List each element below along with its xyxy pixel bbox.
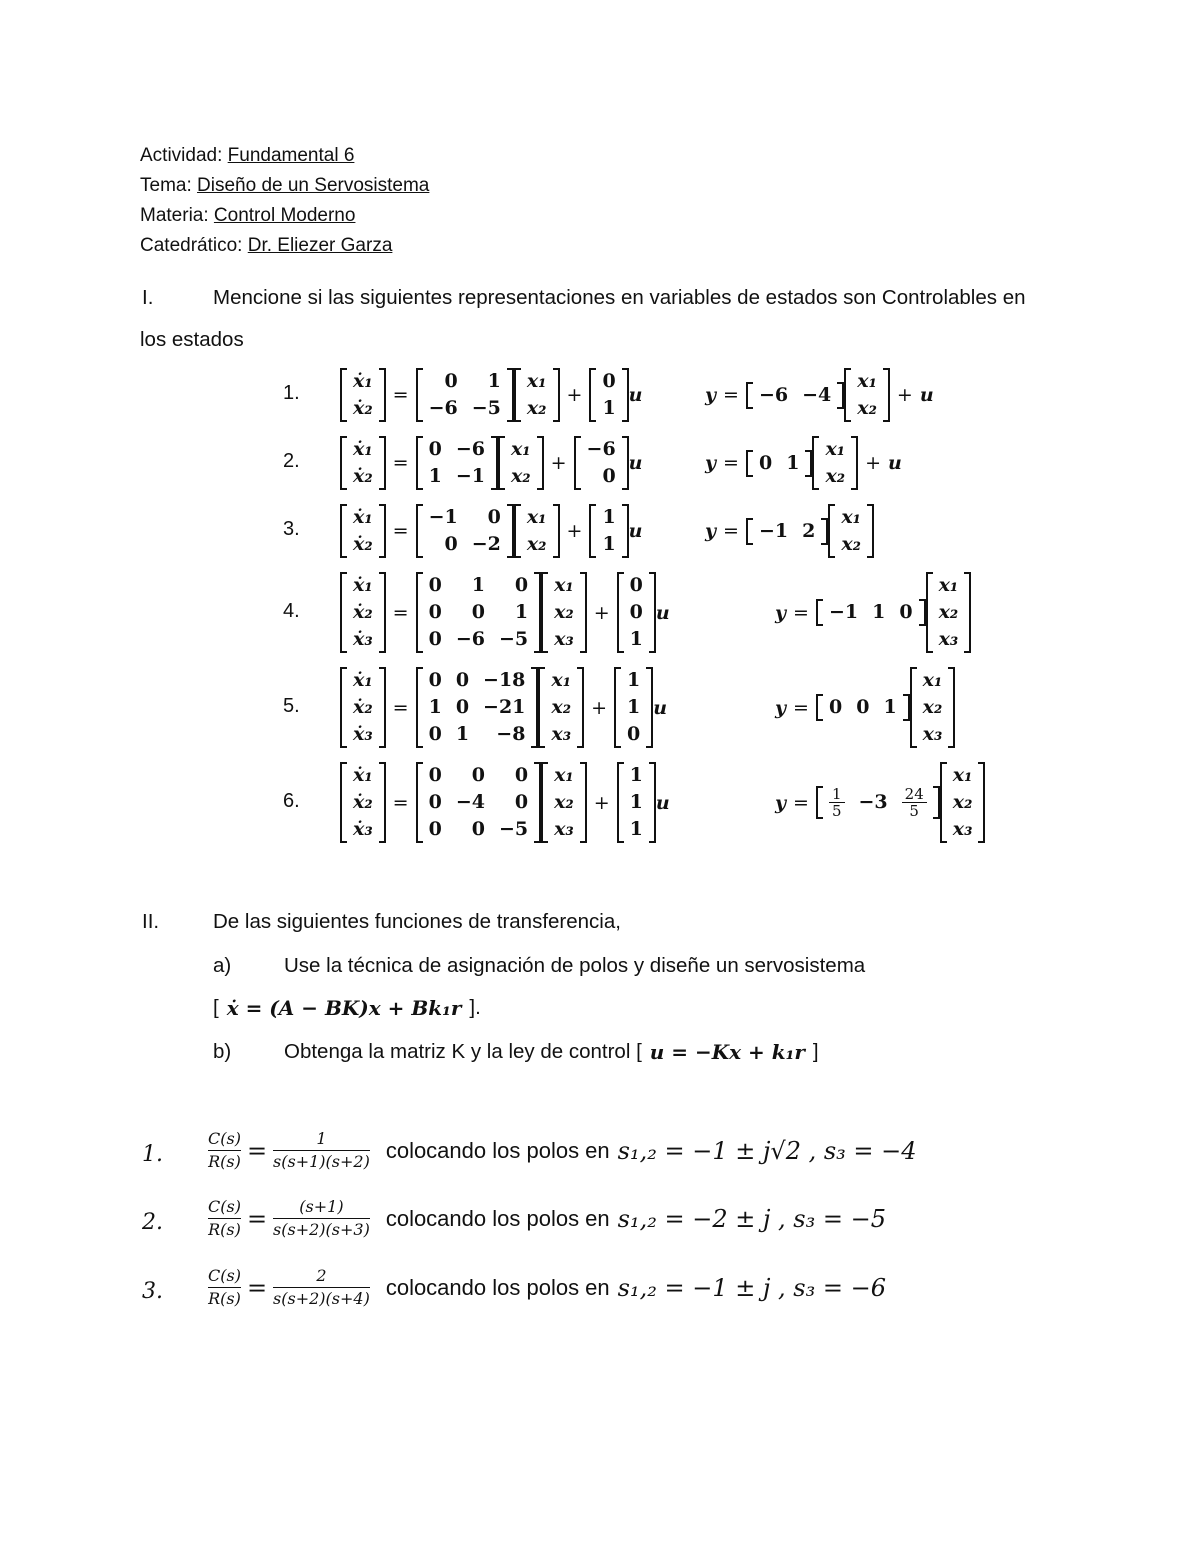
matrix-B <box>589 504 628 558</box>
matrix-A-cell: 0 <box>471 818 485 840</box>
matrix-C-cell: 0 <box>899 601 913 623</box>
matrix-C-cell: −3 <box>858 791 888 813</box>
matrix-A-cell: −5 <box>498 628 529 650</box>
state-vector-cell: x₂ <box>952 791 973 813</box>
tf-lhs-num: C(s) <box>208 1196 241 1219</box>
matrix-C-cell: 0 <box>856 696 870 718</box>
matrix-A-cell: −2 <box>471 533 501 555</box>
section1-text-line1: Mencione si las siguientes representaciones en variables de estados son Controlables en <box>213 286 1026 309</box>
item-a-text: Use la técnica de asignación de polos y diseñe un servosistema <box>284 954 866 977</box>
state-vector-cell: x₂ <box>841 533 861 555</box>
header-materia <box>140 205 355 227</box>
matrix-A-cell: −18 <box>483 669 526 691</box>
system-label: 6. <box>283 789 300 812</box>
state-vector-cell: x₂ <box>938 601 959 623</box>
matrix-C-cell: −6 <box>758 383 789 406</box>
matrix-A-cell: 0 <box>444 533 458 555</box>
equals-sign: = <box>723 520 739 542</box>
state-derivative-vector-cell: ẋ₁ <box>353 370 373 392</box>
servo-equation: ẋ = (A − BK)x + Bk₁r <box>226 996 462 1020</box>
matrix-A-cell: −5 <box>498 818 529 840</box>
state-equation <box>340 436 643 490</box>
equals-sign: = <box>392 384 409 406</box>
equals-sign: = <box>723 452 739 474</box>
state-equation <box>340 572 670 653</box>
tf-lhs-num: C(s) <box>208 1128 241 1151</box>
input-u: u <box>628 384 643 406</box>
tf-label: 2. <box>142 1210 163 1235</box>
state-derivative-vector-cell: ẋ₃ <box>353 628 373 650</box>
tf-numerator: 2 <box>273 1265 370 1288</box>
state-derivative-vector-cell: ẋ₂ <box>353 791 373 813</box>
control-law-equation: u = −Kx + k₁r <box>649 1040 805 1064</box>
plus-sign: + <box>566 520 583 542</box>
tf-lhs-den: R(s) <box>208 1289 241 1308</box>
state-vector <box>812 436 858 490</box>
state-derivative-vector-cell: ẋ₂ <box>353 696 373 718</box>
equals-sign: = <box>392 520 409 542</box>
system-label: 2. <box>283 450 300 472</box>
transfer-function <box>208 1265 886 1310</box>
item-b-label: b) <box>213 1040 232 1063</box>
tf-rhs <box>273 1128 370 1173</box>
matrix-B-cell: 1 <box>629 628 643 650</box>
state-vector <box>498 436 544 490</box>
output-equation <box>775 667 955 748</box>
equals-sign: = <box>392 452 409 474</box>
tf-denominator: s(s+1)(s+2) <box>273 1152 370 1171</box>
materia-label: Materia: <box>140 205 209 226</box>
plus-sign: + <box>865 452 882 474</box>
output-y: y <box>705 452 717 474</box>
tf-text: colocando los polos en <box>385 1205 610 1231</box>
plus-sign: + <box>896 384 913 406</box>
plus-sign: + <box>593 791 610 814</box>
plus-sign: + <box>591 696 607 719</box>
matrix-B-cell: 1 <box>627 669 641 691</box>
output-y: y <box>705 520 717 542</box>
state-vector-cell: x₂ <box>857 397 877 419</box>
matrix-A-cell: 0 <box>428 723 442 745</box>
plus-sign: + <box>593 601 610 624</box>
matrix-A-cell: −5 <box>471 397 501 419</box>
catedratico-value: Dr. Eliezer Garza <box>247 235 393 256</box>
state-vector-cell: x₂ <box>554 601 574 623</box>
system-label: 5. <box>283 694 300 717</box>
matrix-A-cell: 0 <box>444 370 458 392</box>
matrix-B <box>574 436 629 490</box>
state-vector-cell: x₃ <box>922 723 943 745</box>
state-derivative-vector-cell: ẋ₂ <box>353 533 373 555</box>
tf-rhs <box>273 1265 370 1310</box>
matrix-A <box>416 368 514 422</box>
tf-text: colocando los polos en <box>385 1137 610 1163</box>
matrix-A-cell: 0 <box>428 438 442 460</box>
state-equation <box>340 667 667 748</box>
fraction <box>902 786 927 819</box>
state-derivative-vector <box>340 762 386 843</box>
matrix-B-cell: −6 <box>586 438 616 460</box>
state-derivative-vector-cell: ẋ₁ <box>353 574 373 596</box>
matrix-A-cell: −1 <box>455 465 485 487</box>
state-derivative-vector-cell: ẋ₂ <box>353 601 373 623</box>
matrix-A-cell: 0 <box>455 669 470 691</box>
output-y: y <box>775 601 787 624</box>
state-vector-cell: x₃ <box>952 818 973 840</box>
section2-intro: De las siguientes funciones de transferencia, <box>213 910 621 933</box>
matrix-A-cell: 0 <box>428 669 442 691</box>
transfer-function <box>208 1128 917 1173</box>
state-vector-cell: x₁ <box>825 438 846 460</box>
equals-sign: = <box>246 1273 268 1302</box>
matrix-A-cell: −6 <box>455 438 485 460</box>
item-a-equation-line <box>213 996 481 1020</box>
state-derivative-vector <box>340 368 386 422</box>
plus-sign: + <box>550 452 567 474</box>
matrix-B-cell: 0 <box>629 574 643 596</box>
tf-denominator: s(s+2)(s+3) <box>273 1220 370 1239</box>
matrix-C <box>816 694 910 721</box>
output-equation <box>705 504 874 558</box>
matrix-B-cell: 1 <box>602 533 616 555</box>
equals-sign: = <box>392 696 409 719</box>
matrix-A-cell: 0 <box>428 628 442 650</box>
matrix-C-cell: 1 <box>786 451 800 474</box>
state-vector <box>541 762 587 843</box>
item-a-open-bracket: [ <box>213 996 219 1019</box>
state-vector-cell: x₂ <box>922 696 943 718</box>
input-u: u <box>653 696 668 719</box>
equals-sign: = <box>246 1136 268 1165</box>
input-u: u <box>628 520 643 542</box>
transfer-function <box>208 1196 886 1241</box>
tf-lhs-den: R(s) <box>208 1220 241 1239</box>
equals-sign: = <box>246 1204 268 1233</box>
matrix-A-cell: 1 <box>428 465 442 487</box>
state-derivative-vector <box>340 436 386 490</box>
matrix-C-cell: 1 <box>872 601 886 623</box>
state-derivative-vector-cell: ẋ₁ <box>353 764 373 786</box>
section2-numeral: II. <box>142 910 160 933</box>
catedratico-label: Catedrático: <box>140 235 243 256</box>
feedthrough-term: u <box>888 452 902 474</box>
materia-value: Control Moderno <box>213 205 356 226</box>
matrix-B <box>617 572 656 653</box>
equals-sign: = <box>392 791 409 814</box>
state-derivative-vector <box>340 572 386 653</box>
state-derivative-vector-cell: ẋ₁ <box>353 669 373 691</box>
tema-label: Tema: <box>140 175 192 196</box>
state-vector-cell: x₁ <box>938 574 959 596</box>
matrix-A-cell: 0 <box>514 764 529 786</box>
item-b-line <box>284 1040 819 1064</box>
output-equation <box>705 368 934 422</box>
matrix-C <box>816 599 926 626</box>
matrix-B-cell: 0 <box>627 723 641 745</box>
matrix-A-cell: 0 <box>428 601 442 623</box>
state-vector-cell: x₁ <box>922 669 943 691</box>
matrix-A-cell: 0 <box>428 574 442 596</box>
output-equation <box>705 436 902 490</box>
section1-text-line2: los estados <box>140 328 244 351</box>
fraction-den: 5 <box>831 802 842 820</box>
matrix-A-cell: 0 <box>471 601 485 623</box>
matrix-A-cell: −6 <box>428 397 458 419</box>
output-equation <box>775 572 971 653</box>
matrix-A-cell: −21 <box>483 696 526 718</box>
matrix-A-cell: −8 <box>496 723 526 745</box>
tf-lhs <box>208 1196 241 1241</box>
matrix-A-cell: 1 <box>514 601 529 623</box>
matrix-C <box>746 518 828 545</box>
actividad-value: Fundamental 6 <box>227 145 355 166</box>
state-vector-cell: x₁ <box>952 764 973 786</box>
matrix-A-cell: 0 <box>428 818 442 840</box>
matrix-B-cell: 1 <box>602 397 616 419</box>
item-a-close-bracket: ]. <box>469 996 481 1019</box>
tf-lhs-num: C(s) <box>208 1265 241 1288</box>
fraction <box>829 786 845 819</box>
state-vector-cell: x₂ <box>526 533 547 555</box>
matrix-B-cell: 1 <box>629 818 643 840</box>
equals-sign: = <box>793 791 809 814</box>
state-vector-cell: x₂ <box>526 397 547 419</box>
state-vector-cell: x₃ <box>554 818 574 840</box>
state-vector <box>514 368 560 422</box>
tf-label: 1. <box>142 1142 163 1167</box>
state-vector-cell: x₁ <box>510 438 531 460</box>
matrix-C-cell: −4 <box>802 383 832 406</box>
matrix-C-cell: 0 <box>758 451 773 474</box>
matrix-B-cell: 0 <box>629 601 643 623</box>
matrix-A <box>416 504 514 558</box>
matrix-A-cell: 1 <box>471 574 485 596</box>
tf-rhs <box>273 1196 370 1241</box>
matrix-C-cell <box>822 786 852 819</box>
state-derivative-vector <box>340 504 386 558</box>
system-label: 3. <box>283 518 300 540</box>
matrix-C-cell: 2 <box>802 519 816 542</box>
state-vector-cell: x₁ <box>554 574 574 596</box>
input-u: u <box>628 452 643 474</box>
matrix-B-cell: 1 <box>629 791 643 813</box>
state-vector-cell: x₁ <box>551 669 572 691</box>
matrix-A <box>416 572 542 653</box>
state-vector <box>541 572 587 653</box>
state-vector-cell: x₂ <box>551 696 572 718</box>
matrix-B <box>614 667 653 748</box>
state-derivative-vector-cell: ẋ₃ <box>353 818 373 840</box>
state-vector-cell: x₁ <box>526 370 547 392</box>
tema-value: Diseño de un Servosistema <box>197 175 430 196</box>
state-vector <box>926 572 972 653</box>
feedthrough-term: u <box>919 384 934 406</box>
state-vector <box>910 667 956 748</box>
matrix-C <box>816 786 940 819</box>
matrix-A <box>416 436 498 490</box>
matrix-A-cell: 1 <box>455 723 470 745</box>
matrix-A-cell: 0 <box>487 506 501 528</box>
matrix-B <box>617 762 656 843</box>
tf-numerator: (s+1) <box>273 1196 370 1219</box>
matrix-C-cell: −1 <box>828 601 859 623</box>
matrix-A <box>416 667 539 748</box>
matrix-A-cell: 0 <box>514 574 529 596</box>
matrix-B-cell: 0 <box>602 465 616 487</box>
matrix-A-cell: 0 <box>428 791 442 813</box>
state-vector-cell: x₁ <box>526 506 547 528</box>
matrix-B-cell: 1 <box>627 696 641 718</box>
output-y: y <box>705 384 717 406</box>
tf-denominator: s(s+2)(s+4) <box>273 1289 370 1308</box>
matrix-A-cell: 1 <box>487 370 501 392</box>
state-vector-cell: x₂ <box>554 791 574 813</box>
state-vector <box>514 504 560 558</box>
item-b-close-bracket: ] <box>812 1040 819 1063</box>
input-u: u <box>655 601 670 624</box>
matrix-B-cell: 1 <box>602 506 616 528</box>
state-vector <box>940 762 986 843</box>
state-vector <box>828 504 874 558</box>
matrix-A-cell: 1 <box>428 696 442 718</box>
matrix-B-cell: 0 <box>602 370 616 392</box>
tf-numerator: 1 <box>273 1128 370 1151</box>
matrix-A-cell: 0 <box>428 764 442 786</box>
state-vector-cell: x₁ <box>857 370 877 392</box>
state-derivative-vector-cell: ẋ₁ <box>353 438 373 460</box>
matrix-C <box>746 382 844 409</box>
matrix-A-cell: −4 <box>455 791 485 813</box>
tf-label: 3. <box>142 1279 163 1304</box>
state-vector-cell: x₁ <box>841 506 861 528</box>
output-y: y <box>775 791 787 814</box>
state-equation <box>340 762 670 843</box>
tf-lhs-den: R(s) <box>208 1152 241 1171</box>
state-equation <box>340 504 643 558</box>
tf-lhs <box>208 1265 241 1310</box>
state-vector <box>538 667 584 748</box>
plus-sign: + <box>566 384 583 406</box>
matrix-C-cell: −1 <box>758 519 789 542</box>
equals-sign: = <box>793 696 809 719</box>
matrix-A <box>416 762 542 843</box>
equals-sign: = <box>723 384 739 406</box>
item-a-label: a) <box>213 954 232 977</box>
matrix-A-cell: 0 <box>471 764 485 786</box>
state-derivative-vector <box>340 667 386 748</box>
matrix-A-cell: 0 <box>455 696 470 718</box>
matrix-A-cell: −6 <box>455 628 485 650</box>
fraction-den: 5 <box>909 802 919 820</box>
state-vector-cell: x₂ <box>510 465 531 487</box>
equals-sign: = <box>793 601 809 624</box>
tf-poles: s₁,₂ = −2 ± j , s₃ = −5 <box>617 1204 886 1233</box>
output-y: y <box>775 696 787 719</box>
tf-lhs <box>208 1128 241 1173</box>
state-vector-cell: x₂ <box>825 465 846 487</box>
state-derivative-vector-cell: ẋ₂ <box>353 465 373 487</box>
item-b-text: Obtenga la matriz K y la ley de control [ <box>284 1040 642 1063</box>
matrix-C-cell <box>895 786 934 819</box>
input-u: u <box>655 791 670 814</box>
tf-text: colocando los polos en <box>385 1274 610 1300</box>
state-derivative-vector-cell: ẋ₁ <box>353 506 373 528</box>
matrix-B <box>589 368 628 422</box>
system-label: 4. <box>283 599 300 622</box>
matrix-C-cell: 1 <box>883 696 897 718</box>
output-equation <box>775 762 985 843</box>
fraction-num: 1 <box>829 786 845 803</box>
state-vector-cell: x₁ <box>554 764 574 786</box>
fraction-num: 24 <box>902 786 927 803</box>
matrix-A-cell: 0 <box>514 791 529 813</box>
state-vector-cell: x₃ <box>551 723 572 745</box>
matrix-B-cell: 1 <box>629 764 643 786</box>
matrix-C <box>746 450 812 477</box>
header-tema <box>140 175 429 197</box>
header-catedratico <box>140 235 392 257</box>
matrix-C-cell: 0 <box>828 696 843 718</box>
state-equation <box>340 368 643 422</box>
tf-poles: s₁,₂ = −1 ± j , s₃ = −6 <box>617 1273 886 1302</box>
tf-poles: s₁,₂ = −1 ± j√2 , s₃ = −4 <box>617 1136 917 1165</box>
state-vector <box>844 368 890 422</box>
state-vector-cell: x₃ <box>554 628 574 650</box>
state-derivative-vector-cell: ẋ₃ <box>353 723 373 745</box>
matrix-A-cell: −1 <box>428 506 458 528</box>
header-actividad <box>140 145 354 167</box>
equals-sign: = <box>392 601 409 624</box>
actividad-label: Actividad: <box>140 145 223 166</box>
state-vector-cell: x₃ <box>938 628 959 650</box>
section1-numeral: I. <box>142 286 154 309</box>
state-derivative-vector-cell: ẋ₂ <box>353 397 373 419</box>
system-label: 1. <box>283 382 300 404</box>
